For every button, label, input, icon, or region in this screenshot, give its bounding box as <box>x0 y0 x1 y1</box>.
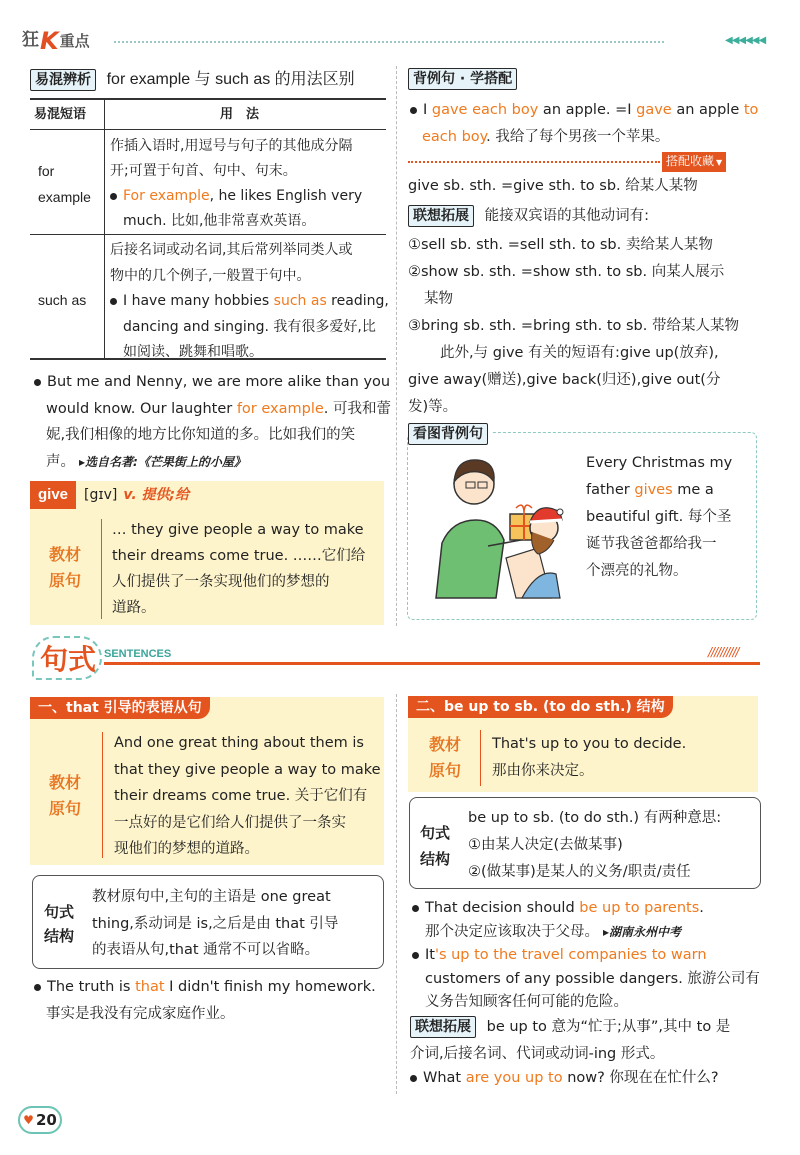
header-logo <box>22 28 90 54</box>
compare-tag: 易混辨析 <box>30 69 96 91</box>
header-dotted-line <box>114 41 664 43</box>
s1-label: 教材 原句 <box>48 773 81 818</box>
chevron-down-icon: ▼ <box>716 158 723 167</box>
expand-tag: 联想拓展 <box>408 205 474 227</box>
recite-example: I gave each boy an apple. =I gave an apple to each boy. 我给了每个男孩一个苹果。 <box>410 97 758 151</box>
quote-example: But me and Nenny, we are more alike than you would know. Our laughter for example. 可我和蕾 妮,我们相像的地方比你知道的多。比如我们的笑 声。 ▸选自名著:《芒果街上的小屋》 <box>34 369 391 475</box>
page-number: 20 <box>35 1110 57 1129</box>
recite-formula: give sb. sth. =give sth. to sb. 给某人某物 <box>408 178 698 194</box>
section-title: 句式 <box>40 643 97 676</box>
column-divider-2 <box>396 694 397 1094</box>
give-pos: v. 提供;给 <box>123 486 190 503</box>
s2-source: ▸湖南永州中考 <box>603 924 682 939</box>
s2-sentence: That's up to you to decide. 那由你来决定。 <box>492 736 687 779</box>
s1-structure-text: 教材原句中,主句的主语是 one great thing,系动词是 is,之后是由 that 引导 的表语从句,that 通常不可以省略。 <box>92 889 339 958</box>
page-number-badge <box>18 1106 62 1134</box>
expand-list: ①sell sb. sth. =sell sth. to sb. 卖给某人某物 ②show sb. sth. =show sth. to sb. 向某人展示 某物 ③bring sb. sth. =bring sth. to sb. 带给某人某物 此外,与 give 有关的短语有:give up(放弃), give away(赠送),give back(归还),give out(分 发)等。 <box>408 237 739 415</box>
section-slashes: ////////// <box>708 645 739 659</box>
quote-source: ▸选自名著:《芒果街上的小屋》 <box>79 454 246 469</box>
s2-expand-tag: 联想拓展 <box>410 1016 476 1038</box>
picture-sentence: Every Christmas my father gives me a beautiful gift. 每个圣 诞节我爸爸都给我一 个漂亮的礼物。 <box>586 455 733 579</box>
give-word: give <box>30 481 76 509</box>
phrase-for-example: for example <box>38 163 91 205</box>
column-divider <box>396 66 397 626</box>
usage-such-as: 后接名词或动名词,其后常列举同类人或 物中的几个例子,一般置于句中。 I have many hobbies such as reading, dancing and singing. 我有很多爱好,比 如阅读、跳舞和唱歌。 <box>110 242 389 360</box>
col-header-phrase: 易混短语 <box>34 107 87 122</box>
col-header-usage: 用 法 <box>220 107 260 122</box>
s2-examples: That decision should be up to parents. 那个决定应该取决于父母。 ▸湖南永州中考 It's up to the travel companies to warn customers of any possible dangers. 旅游公司有 义务告知顾客任何可能的危险。 <box>412 897 760 1015</box>
give-sentence: … they give people a way to make their dreams come true. ……它们给 人们提供了一条实现他们的梦想的 道路。 <box>112 522 366 616</box>
s2-expand-rest: 介词,后接名词、代词或动词-ing 形式。 What are you up to now? 你现在在忙什么? <box>410 1046 719 1086</box>
collect-tag[interactable]: 搭配收藏 ▼ <box>662 152 726 172</box>
s1-example: The truth is that I didn't finish my homework. 事实是我没有完成家庭作业。 <box>34 974 376 1028</box>
compare-table <box>30 98 389 360</box>
usage-for-example: 作插入语时,用逗号与句子的其他成分隔 开;可置于句首、句中、句末。 For example, he likes English very much. 比如,他非常喜欢英语。 <box>110 138 363 229</box>
s2-label: 教材 原句 <box>428 735 461 780</box>
s1-structure-label: 句式 结构 <box>44 903 75 945</box>
s2-structure-label: 句式 结构 <box>420 824 451 868</box>
logo-k: K <box>40 27 59 55</box>
logo-zhongdian: 重点 <box>59 31 90 50</box>
balloon-icon: ♥ <box>23 1113 34 1127</box>
s1-sentence: And one great thing about them is that they give people a way to make their dreams come true. 关于它们有 一点好的是它们给人们提供了一条实 现他们的梦想的道路。 <box>114 735 381 857</box>
collect-dotted-line <box>408 161 660 163</box>
phrase-such-as: such as <box>38 292 87 308</box>
father-gift-illustration <box>426 448 576 606</box>
picture-tag: 看图背例句 <box>408 423 488 445</box>
s1-title: 一、that 引导的表语从句 <box>30 697 210 719</box>
give-phonetic: [gɪv] <box>84 486 118 503</box>
s2-title: 二、be up to sb. (to do sth.) 结构 <box>408 696 673 718</box>
section-underline <box>104 662 760 665</box>
compare-title: for example 与 such as 的用法区别 <box>106 71 355 88</box>
s2-expand-l1: be up to 意为“忙于;从事”,其中 to 是 <box>486 1019 731 1035</box>
logo-kuang: 狂 <box>22 30 39 51</box>
expand-intro: 能接双宾语的其他动词有: <box>484 208 649 224</box>
recite-tag: 背例句 · 学搭配 <box>408 68 517 90</box>
give-box <box>30 481 384 625</box>
give-label: 教材 原句 <box>48 545 81 590</box>
s2-structure-text: be up to sb. (to do sth.) 有两种意思: ①由某人决定(去做某事) ②(做某事)是某人的义务/职责/责任 <box>468 810 722 880</box>
section-subtitle: SENTENCES <box>104 648 172 660</box>
header-arrows: ◀◀◀◀◀◀ <box>725 35 766 46</box>
